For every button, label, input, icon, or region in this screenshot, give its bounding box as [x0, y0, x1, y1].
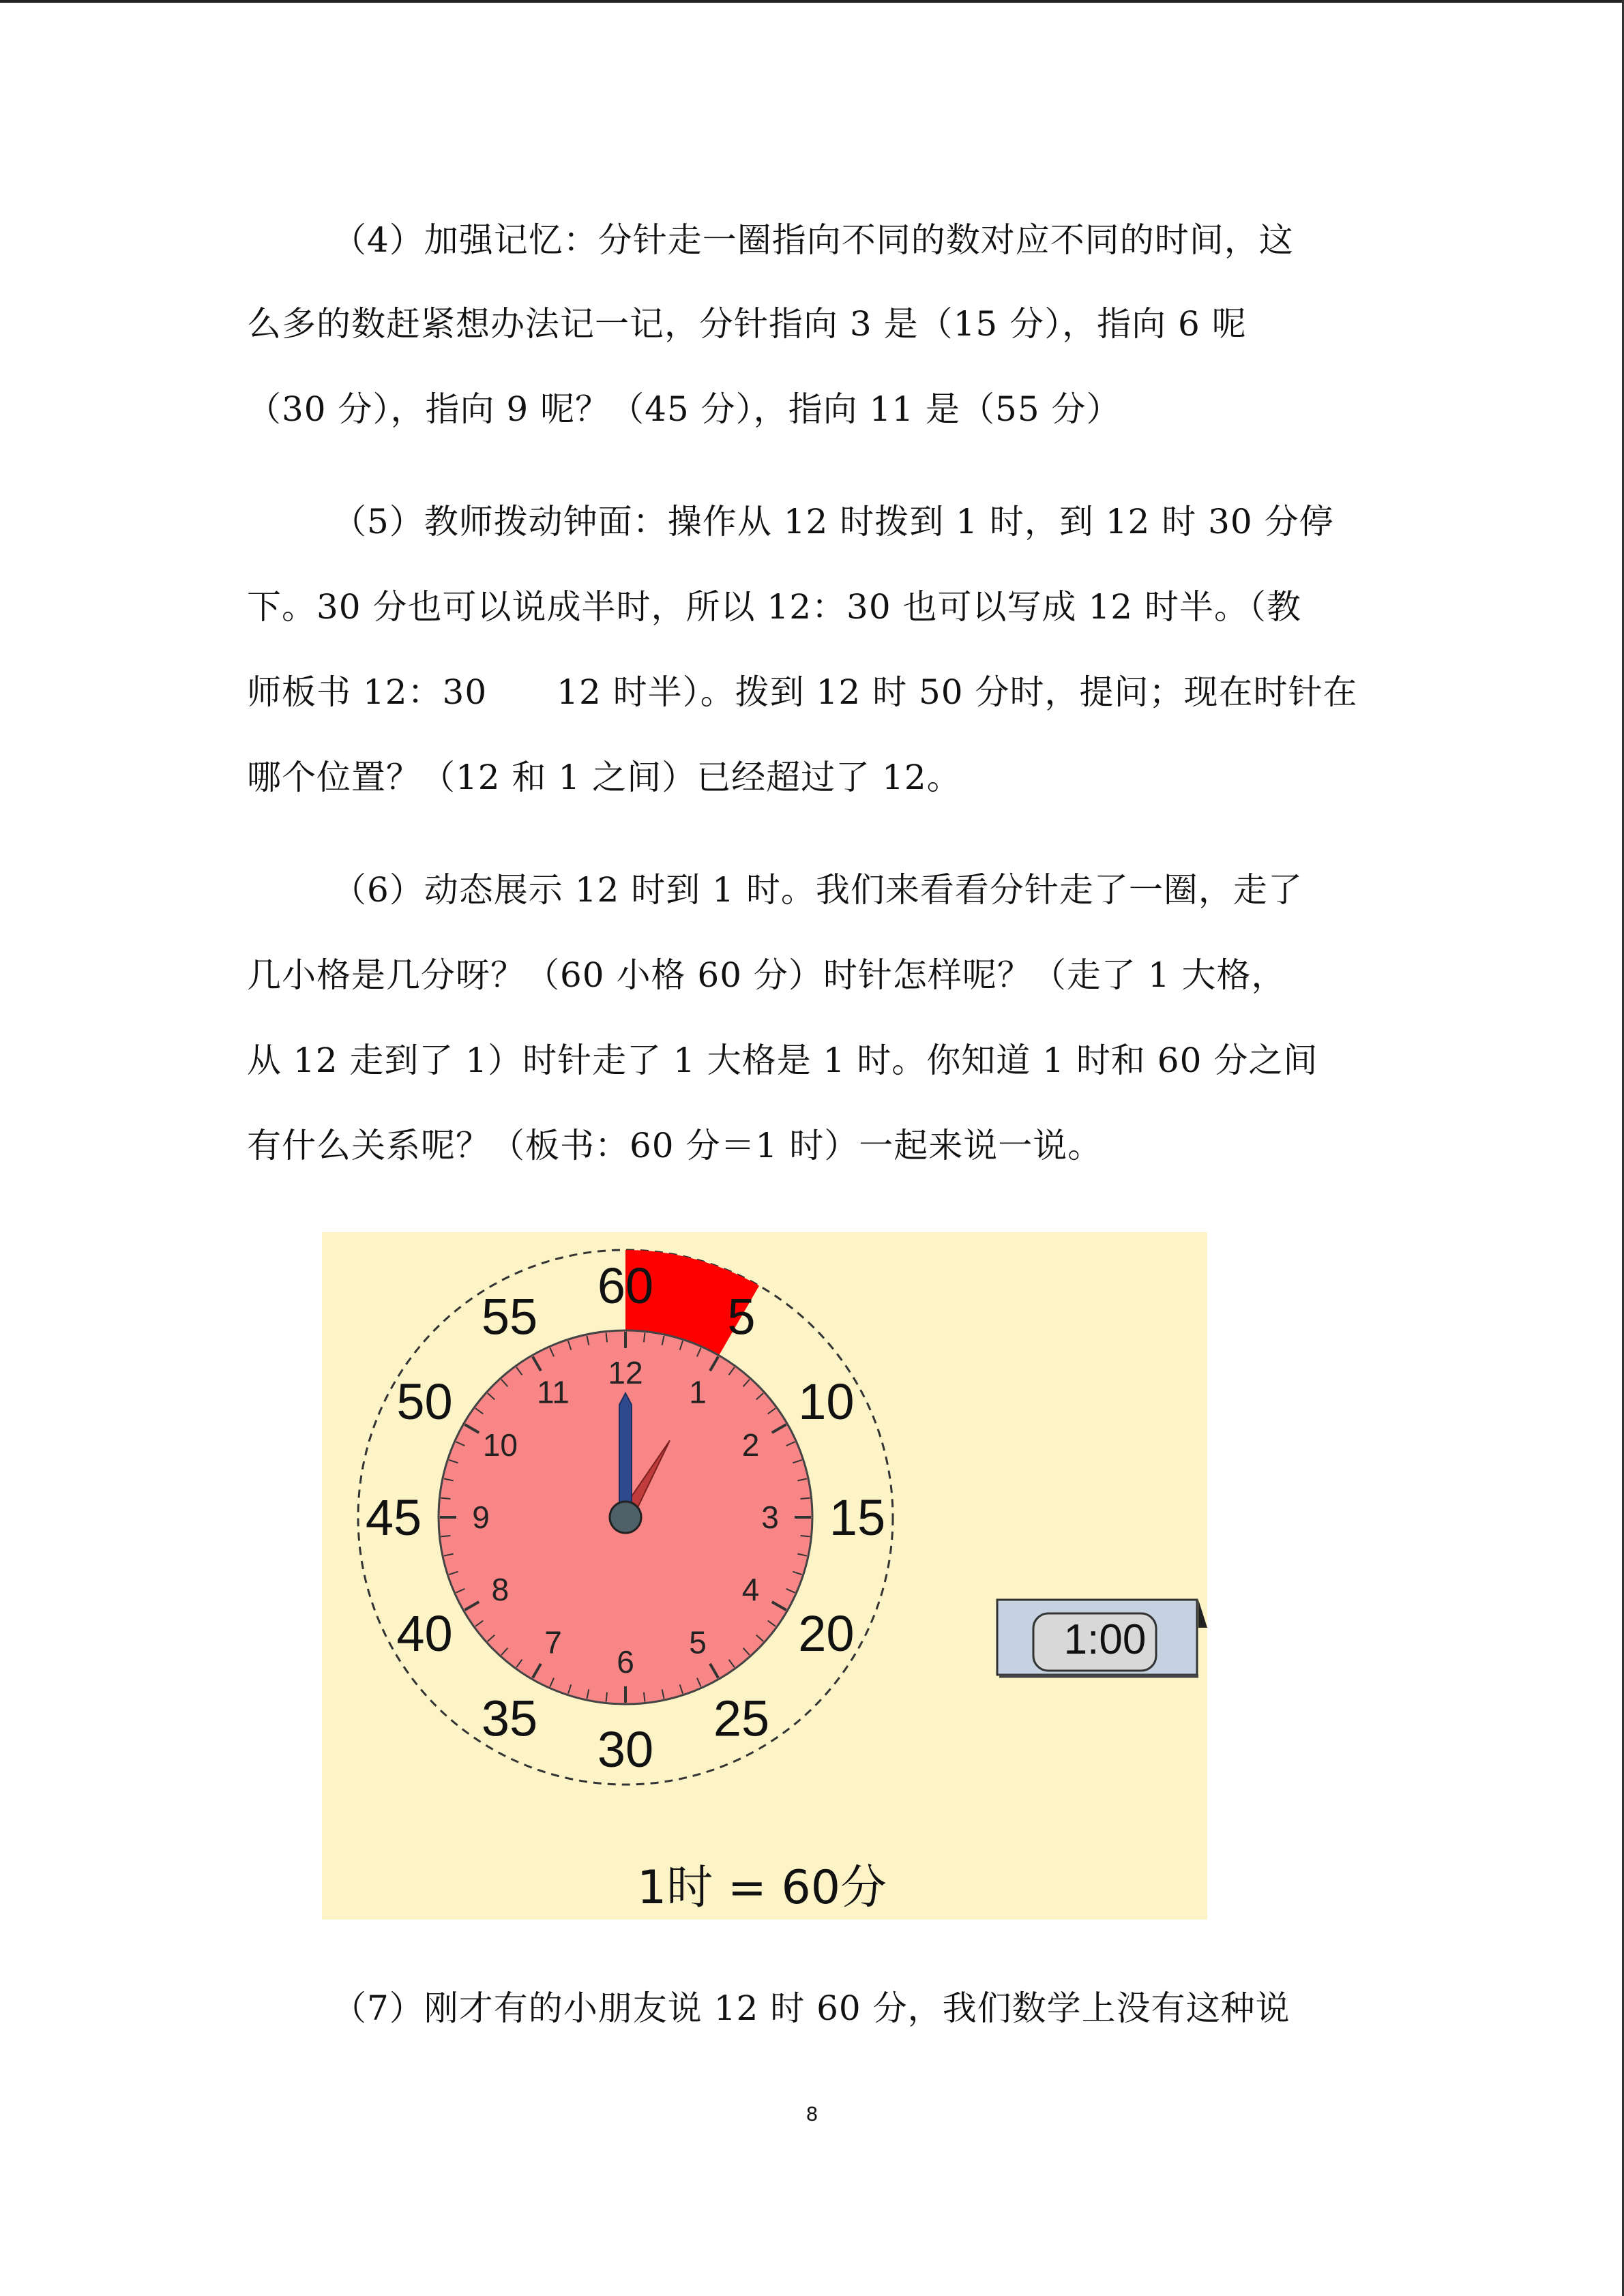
- paragraph-6-line-4: 有什么关系呢？（板书：60 分＝1 时）一起来说一说。: [247, 1126, 1103, 1165]
- hour-number: 3: [761, 1500, 779, 1535]
- minute-number: 60: [597, 1257, 654, 1314]
- minute-number: 5: [727, 1288, 756, 1345]
- minute-number: 20: [798, 1605, 855, 1662]
- paragraph-4-line-2: 么多的数赶紧想办法记一记，分针指向 3 是（15 分），指向 6 呢: [247, 304, 1247, 344]
- clock-center-cap: [610, 1502, 641, 1533]
- minute-number: 25: [713, 1690, 770, 1747]
- minute-hand: [619, 1393, 632, 1517]
- hour-number: 12: [608, 1355, 643, 1390]
- clock-caption: 1时 = 60分: [637, 1861, 887, 1915]
- minute-number: 45: [365, 1489, 422, 1546]
- paragraph-7-line-1: （7）刚才有的小朋友说 12 时 60 分，我们数学上没有这种说: [332, 1988, 1290, 2028]
- minute-number: 50: [396, 1373, 453, 1430]
- page-border-top: [0, 0, 1624, 3]
- paragraph-5-line-3: 师板书 12：30 12 时半）。拨到 12 时 50 分时，提问；现在时针在: [247, 672, 1358, 712]
- hour-number: 7: [544, 1624, 562, 1660]
- minute-number: 55: [481, 1288, 538, 1345]
- minute-number: 15: [829, 1489, 886, 1546]
- paragraph-4-line-1: （4）加强记忆：分针走一圈指向不同的数对应不同的时间，这: [332, 220, 1294, 260]
- hour-number: 2: [741, 1427, 760, 1463]
- hour-number: 6: [617, 1644, 634, 1680]
- paragraph-5-line-4: 哪个位置？（12 和 1 之间）已经超过了 12。: [247, 758, 962, 797]
- hour-number: 1: [689, 1374, 707, 1410]
- minute-number: 30: [597, 1721, 654, 1778]
- paragraph-6-line-1: （6）动态展示 12 时到 1 时。我们来看看分针走了一圈，走了: [332, 870, 1303, 910]
- clock-svg: [322, 1232, 1207, 1920]
- hour-number: 9: [472, 1500, 490, 1535]
- paragraph-5-line-1: （5）教师拨动钟面：操作从 12 时拨到 1 时，到 12 时 30 分停: [332, 502, 1334, 541]
- minute-number: 35: [481, 1690, 538, 1747]
- hour-number: 4: [741, 1572, 760, 1607]
- digital-display: [997, 1600, 1207, 1676]
- hour-number: 11: [537, 1374, 570, 1410]
- minute-number: 40: [396, 1605, 453, 1662]
- hour-number: 5: [689, 1624, 707, 1660]
- paragraph-5-line-2: 下。30 分也可以说成半时，所以 12：30 也可以写成 12 时半。（教: [247, 587, 1301, 627]
- paragraph-4-line-3: （30 分），指向 9 呢？（45 分），指向 11 是（55 分）: [247, 389, 1121, 429]
- digital-time-text: 1:00: [1063, 1616, 1147, 1663]
- minute-number: 10: [798, 1373, 855, 1430]
- paragraph-6-line-2: 几小格是几分呀？（60 小格 60 分）时针怎样呢？（走了 1 大格，: [247, 955, 1286, 995]
- hour-number: 10: [482, 1427, 518, 1463]
- paragraph-6-line-3: 从 12 走到了 1）时针走了 1 大格是 1 时。你知道 1 时和 60 分之间: [247, 1041, 1318, 1080]
- hour-number: 8: [491, 1572, 510, 1607]
- clock-illustration: [322, 1232, 1207, 1920]
- page-number: 8: [806, 2103, 818, 2126]
